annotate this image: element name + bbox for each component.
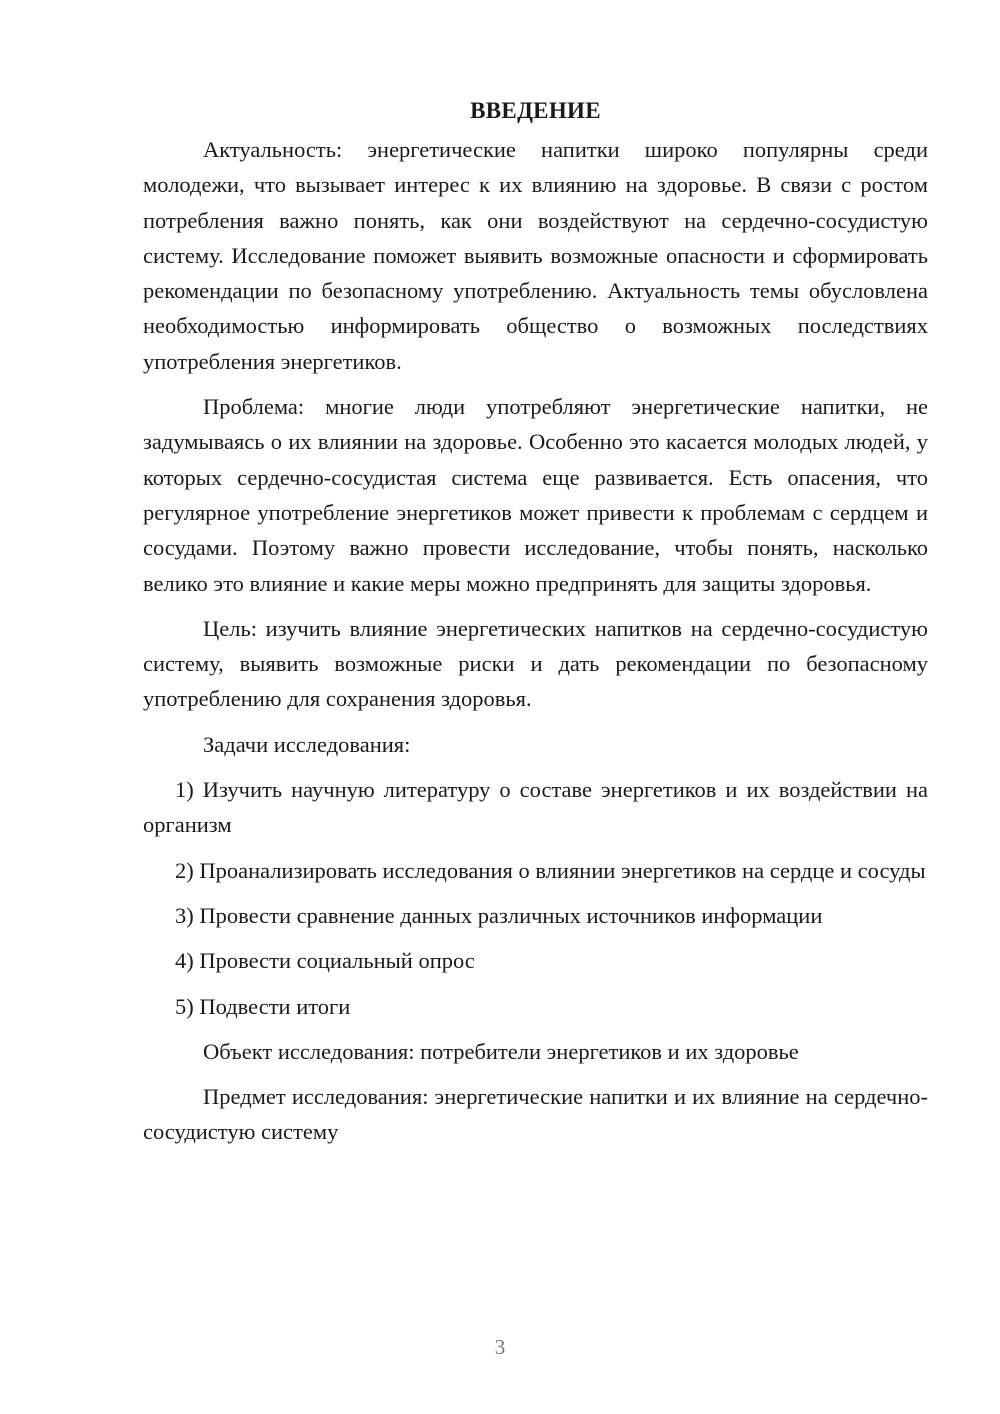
paragraph-problem: Проблема: многие люди употребляют энергетические напитки, не задумываясь о их влиянии на здоровье. Особенно это касается молодых людей, у которых сердечно-сосудистая система еще развивается. Есть опасения, что регулярное употребление энергетиков может привести к проблемам с сердцем и сосудами. Поэтому важно провести исследование, чтобы понять, насколько велико это влияние и какие меры можно предпринять для защиты здоровья. — [143, 394, 928, 596]
list-item: 2) Проанализировать исследования о влиянии энергетиков на сердце и сосуды — [175, 857, 926, 883]
list-item: 3) Провести сравнение данных различных источников информации — [175, 902, 823, 928]
paragraph-object: Объект исследования: потребители энергетиков и их здоровье — [203, 1038, 799, 1064]
paragraph-tasks-heading: Задачи исследования: — [203, 731, 411, 757]
paragraph-goal: Цель: изучить влияние энергетических напитков на сердечно-сосудистую систему, выявить возможные риски и дать рекомендации по безопасному употреблению для сохранения здоровья. — [143, 615, 928, 712]
paragraph-relevance: Актуальность: энергетические напитки широко популярны среди молодежи, что вызывает интерес к их влиянию на здоровье. В связи с ростом потребления важно понять, как они воздействуют на сердечно-сосудистую систему. Исследование поможет выявить возможные опасности и сформировать рекомендации по безопасному употреблению. Актуальность темы обусловлена необходимостью информировать общество о возможных последствиях употребления энергетиков. — [143, 137, 928, 374]
paragraph-subject: Предмет исследования: энергетические напитки и их влияние на сердечно-сосудистую систему — [143, 1084, 928, 1145]
list-item: 5) Подвести итоги — [175, 993, 351, 1019]
page-title: ВВЕДЕНИЕ — [470, 98, 601, 123]
page-content — [143, 96, 928, 1160]
page-number: 3 — [494, 1335, 506, 1359]
list-item: 1) Изучить научную литературу о составе энергетиков и их воздействии на организм — [143, 777, 928, 838]
list-item: 4) Провести социальный опрос — [175, 948, 475, 974]
